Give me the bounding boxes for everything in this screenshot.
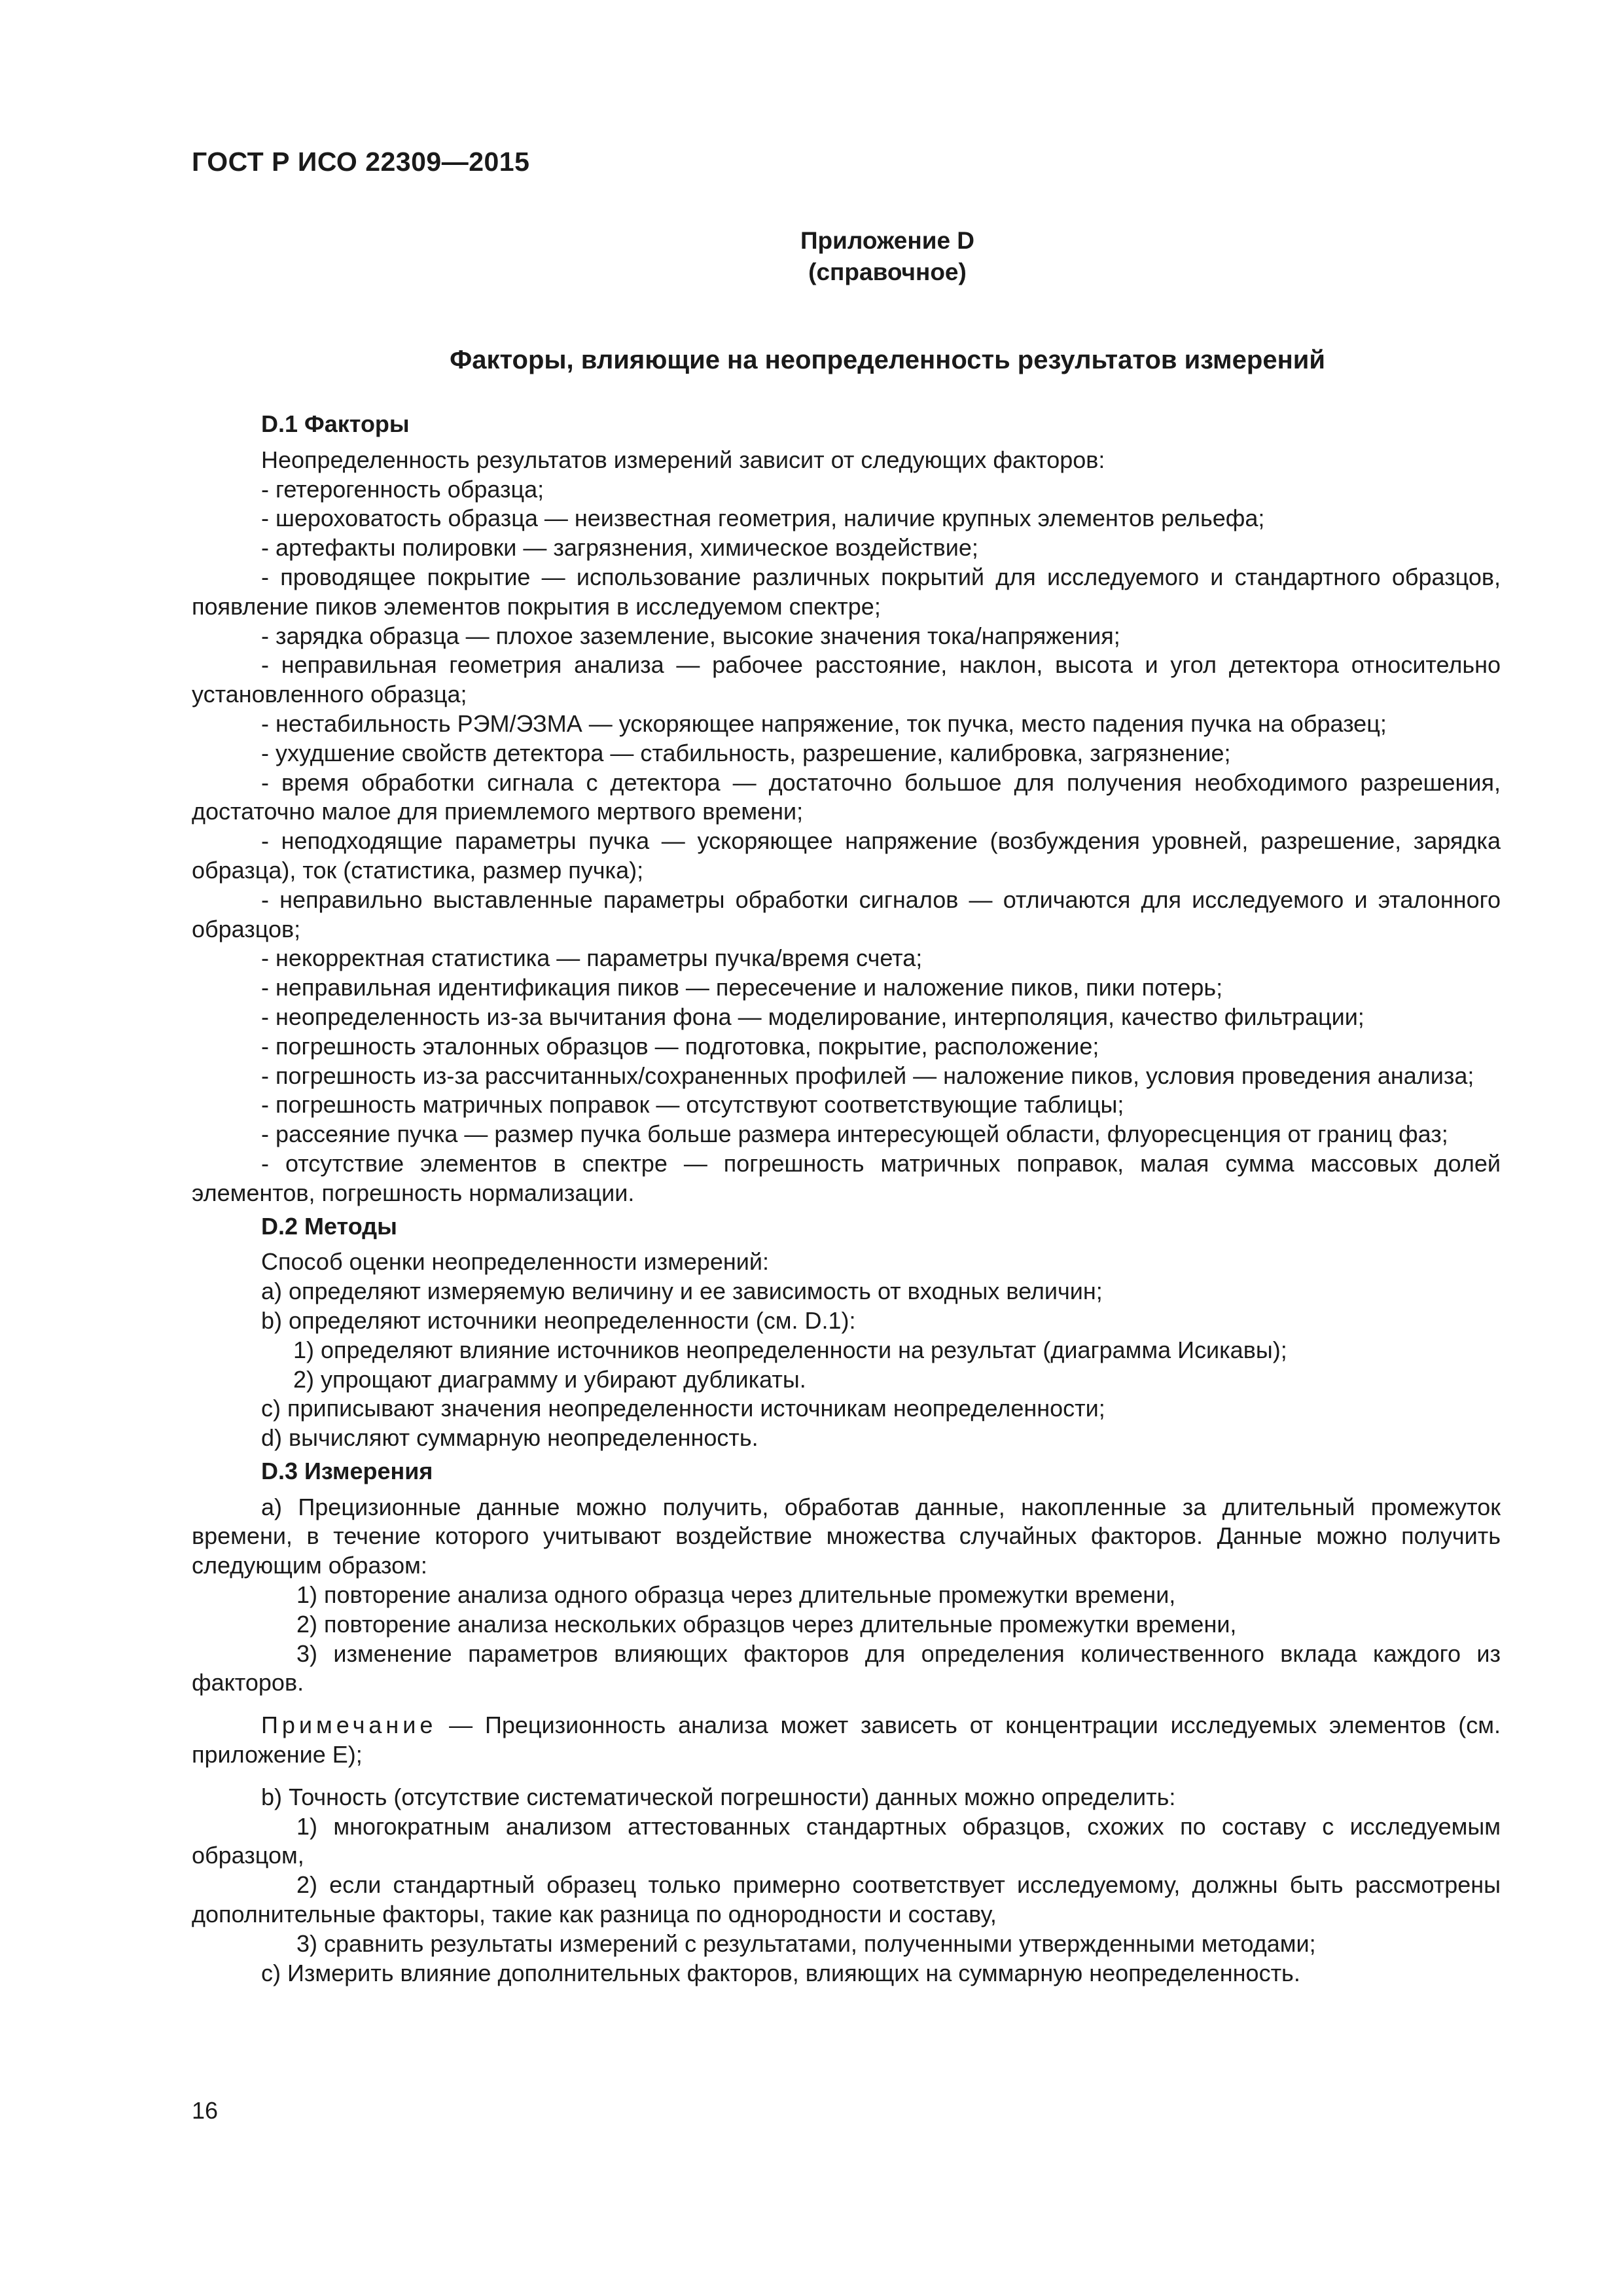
page-number: 16 <box>192 2097 219 2124</box>
method-item-b1: 1) определяют влияние источников неопределенности на результат (диаграмма Исикавы); <box>293 1336 1287 1363</box>
factor-item: - нестабильность РЭМ/ЭЗМА — ускоряющее напряжение, ток пучка, место падения пучка на образец; <box>261 709 1387 737</box>
section-d2-intro: Способ оценки неопределенности измерений: <box>261 1248 770 1276</box>
document-body <box>192 410 1501 1988</box>
note-label: Примечание <box>261 1712 437 1739</box>
measurement-item-b1: 1) многократным анализом аттестованных стандартных образцов, схожих по составу с исследуемым образцом, <box>192 1812 1501 1869</box>
section-d2-heading: D.2 Методы <box>261 1212 397 1240</box>
factor-item: - шероховатость образца — неизвестная геометрия, наличие крупных элементов рельефа; <box>261 505 1265 532</box>
annex-title: Приложение D <box>800 227 975 254</box>
factor-item: - гетерогенность образца; <box>261 475 544 503</box>
spacer <box>192 1698 1501 1711</box>
measurement-item-b2: 2) если стандартный образец только примерно соответствует исследуемому, должны быть рассмотрены дополнительные факторы, такие как разница по однородности и составу, <box>192 1871 1501 1928</box>
annex-heading: Факторы, влияющие на неопределенность результатов измерений <box>450 346 1325 374</box>
factor-item: - погрешность из-за рассчитанных/сохраненных профилей — наложение пиков, условия проведения анализа; <box>261 1062 1474 1089</box>
factor-item: - отсутствие элементов в спектре — погрешность матричных поправок, малая сумма массовых долей элементов, погрешность нормализации. <box>192 1149 1501 1206</box>
note-text: — Прецизионность анализа может зависеть от концентрации исследуемых элементов (см. приложение E); <box>192 1712 1501 1768</box>
measurement-item-a: a) Прецизионные данные можно получить, обработав данные, накопленные за длительный промежуток времени, в течение которого учитывают воздействие множества случайных факторов. Данные можно получить следующим образом: <box>192 1493 1501 1579</box>
factor-item: - артефакты полировки — загрязнения, химическое воздействие; <box>261 534 978 562</box>
method-item-b2: 2) упрощают диаграмму и убирают дубликаты. <box>293 1365 806 1393</box>
section-d3-heading: D.3 Измерения <box>261 1457 433 1484</box>
factor-item: - некорректная статистика — параметры пучка/время счета; <box>261 944 923 972</box>
measurement-item-b: b) Точность (отсутствие систематической погрешности) данных можно определить: <box>261 1783 1176 1810</box>
section-d1-intro: Неопределенность результатов измерений зависит от следующих факторов: <box>261 446 1105 473</box>
measurement-item-b3: 3) сравнить результаты измерений с результатами, полученными утвержденными методами; <box>296 1929 1316 1957</box>
factor-item: - время обработки сигнала с детектора — достаточно большое для получения необходимого разрешения, достаточно малое для приемлемого мертвого времени; <box>192 768 1501 825</box>
annex-kind: (справочное) <box>808 259 967 285</box>
method-item-c: c) приписывают значения неопределенности источникам неопределенности; <box>261 1395 1105 1422</box>
factor-item: - зарядка образца — плохое заземление, высокие значения тока/напряжения; <box>261 622 1120 649</box>
factor-item: - рассеяние пучка — размер пучка больше размера интересующей области, флуоресценция от границ фаз; <box>261 1121 1448 1148</box>
factor-item: - погрешность эталонных образцов — подготовка, покрытие, расположение; <box>261 1032 1099 1060</box>
measurement-item-c: c) Измерить влияние дополнительных факторов, влияющих на суммарную неопределенность. <box>261 1959 1300 1986</box>
measurement-item-a2: 2) повторение анализа нескольких образцов через длительные промежутки времени, <box>296 1610 1237 1638</box>
method-item-d: d) вычисляют суммарную неопределенность. <box>261 1424 758 1452</box>
factor-item: - проводящее покрытие — использование различных покрытий для исследуемого и стандартного образцов, появление пиков элементов покрытия в исследуемом спектре; <box>192 563 1501 620</box>
factor-item: - ухудшение свойств детектора — стабильность, разрешение, калибровка, загрязнение; <box>261 739 1231 766</box>
method-item-a: a) определяют измеряемую величину и ее зависимость от входных величин; <box>261 1278 1103 1305</box>
factor-item: - неправильная идентификация пиков — пересечение и наложение пиков, пики потерь; <box>261 974 1223 1001</box>
note-paragraph <box>192 1711 1501 1770</box>
standard-code-header: ГОСТ Р ИСО 22309—2015 <box>192 147 530 177</box>
measurement-item-a3: 3) изменение параметров влияющих факторов для определения количественного вклада каждого из факторов. <box>192 1640 1501 1696</box>
factor-item: - неопределенность из-за вычитания фона — моделирование, интерполяция, качество фильтрации; <box>261 1003 1364 1030</box>
method-item-b: b) определяют источники неопределенности (см. D.1): <box>261 1306 856 1334</box>
factor-item: - неподходящие параметры пучка — ускоряющее напряжение (возбуждения уровней, разрешение, зарядка образца), ток (статистика, размер пучка); <box>192 827 1501 884</box>
factor-item: - неправильная геометрия анализа — рабочее расстояние, наклон, высота и угол детектора относительно установленного образца; <box>192 651 1501 708</box>
measurement-item-a1: 1) повторение анализа одного образца через длительные промежутки времени, <box>296 1581 1176 1609</box>
factor-item: - погрешность матричных поправок — отсутствуют соответствующие таблицы; <box>261 1091 1124 1119</box>
section-d1-heading: D.1 Факторы <box>261 410 410 437</box>
factor-item: - неправильно выставленные параметры обработки сигналов — отличаются для исследуемого и эталонного образцов; <box>192 886 1501 942</box>
spacer <box>192 1770 1501 1783</box>
